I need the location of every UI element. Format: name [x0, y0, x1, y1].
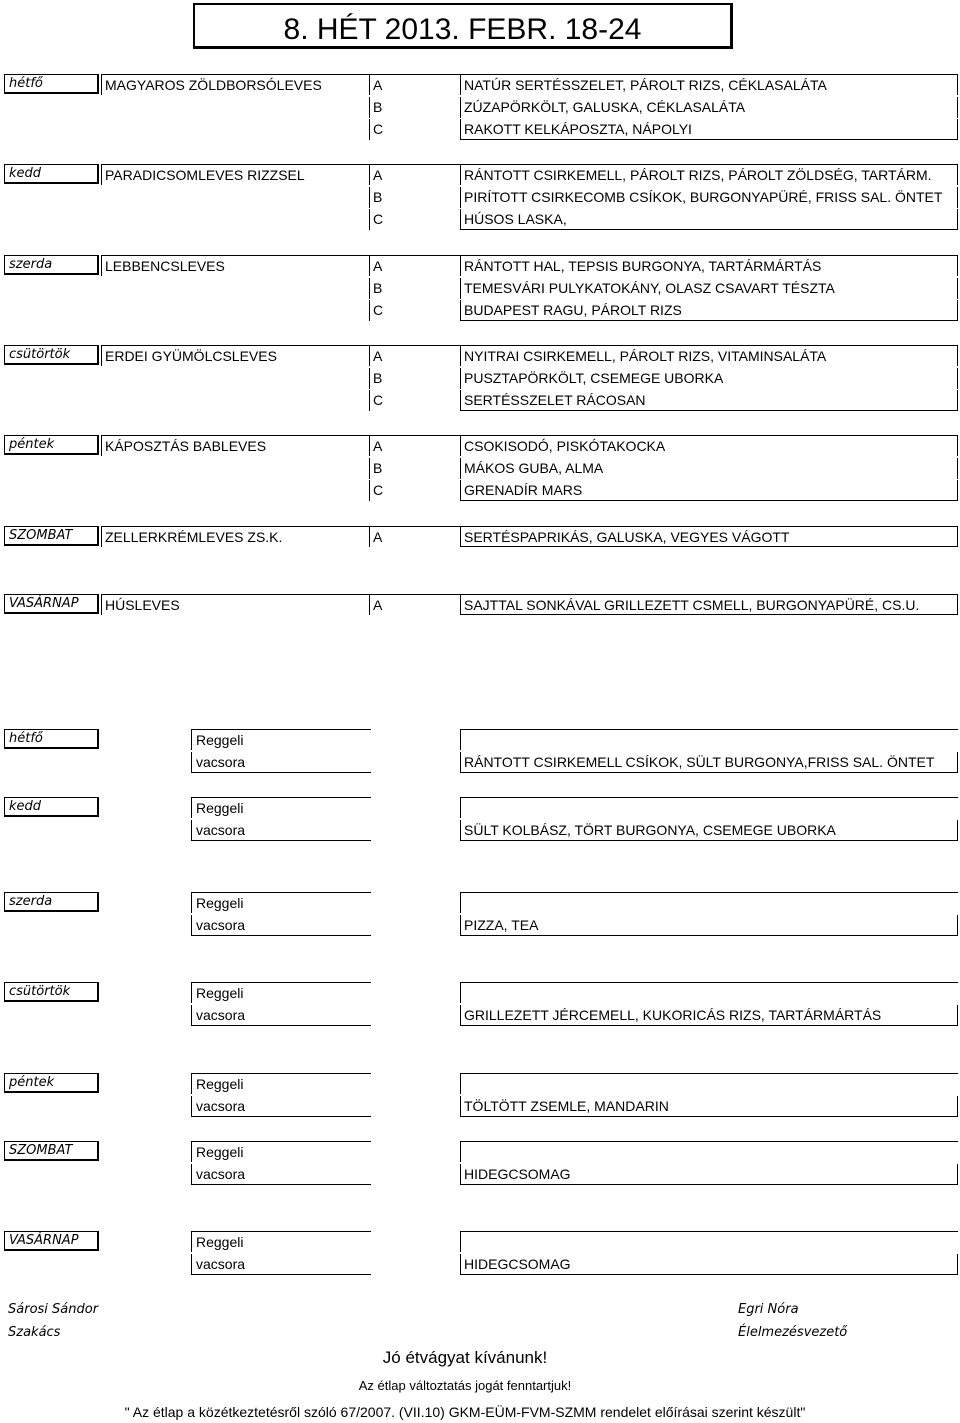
breakfast-value [460, 1141, 958, 1162]
breakfast-value [460, 1231, 958, 1252]
option-letter: C [369, 119, 460, 140]
signature-left-role: Szakács [8, 1325, 61, 1340]
day-label: kedd [4, 797, 99, 817]
greeting: Jó étvágyat kívánunk! [382, 1348, 548, 1367]
dinner-value: GRILLEZETT JÉRCEMELL, KUKORICÁS RIZS, TARTÁRMÁRTÁS [460, 1005, 958, 1026]
option-letter: B [369, 187, 460, 208]
option-letter: A [369, 255, 460, 276]
notice: Az étlap változtatás jogát fenntartjuk! [358, 1378, 572, 1393]
option-dish: SERTÉSSZELET RÁCOSAN [460, 390, 958, 411]
breakfast-value [460, 982, 958, 1003]
dinner-label: vacsora [191, 1096, 371, 1117]
dinner-value: HIDEGCSOMAG [460, 1164, 958, 1185]
breakfast-label: Reggeli [191, 797, 371, 818]
soup: HÚSLEVES [101, 594, 369, 615]
option-dish: NYITRAI CSIRKEMELL, PÁROLT RIZS, VITAMINSALÁTA [460, 345, 958, 366]
day-label: kedd [4, 164, 99, 184]
soup: ZELLERKRÉMLEVES ZS.K. [101, 526, 369, 547]
option-letter: A [369, 74, 460, 95]
day-label: hétfő [4, 729, 99, 749]
dinner-value: HIDEGCSOMAG [460, 1254, 958, 1275]
option-letter: C [369, 300, 460, 321]
option-letter: A [369, 345, 460, 366]
option-letter: B [369, 97, 460, 118]
breakfast-value [460, 797, 958, 818]
dinner-value: SÜLT KOLBÁSZ, TÖRT BURGONYA, CSEMEGE UBORKA [460, 820, 958, 841]
day-label: hétfő [4, 74, 99, 94]
signature-left-name: Sárosi Sándor [8, 1302, 99, 1317]
option-dish: SAJTTAL SONKÁVAL GRILLEZETT CSMELL, BURGONYAPÜRÉ, CS.U. [460, 594, 958, 615]
breakfast-label: Reggeli [191, 1231, 371, 1252]
option-letter: A [369, 594, 460, 615]
breakfast-label: Reggeli [191, 982, 371, 1003]
option-letter: B [369, 368, 460, 389]
soup: MAGYAROS ZÖLDBORSÓLEVES [101, 74, 369, 95]
option-letter: A [369, 526, 460, 547]
dinner-label: vacsora [191, 1005, 371, 1026]
option-letter: A [369, 164, 460, 185]
day-label: csütörtök [4, 345, 99, 365]
day-label: VASÁRNAP [4, 594, 99, 614]
day-label: szerda [4, 892, 99, 912]
soup: LEBBENCSLEVES [101, 255, 369, 276]
option-letter: B [369, 458, 460, 479]
option-dish: GRENADÍR MARS [460, 480, 958, 501]
option-dish: TEMESVÁRI PULYKATOKÁNY, OLASZ CSAVART TÉSZTA [460, 278, 958, 299]
option-dish: NATÚR SERTÉSSZELET, PÁROLT RIZS, CÉKLASALÁTA [460, 74, 958, 95]
dinner-value: TÖLTÖTT ZSEMLE, MANDARIN [460, 1096, 958, 1117]
breakfast-value [460, 729, 958, 750]
option-dish: PIRÍTOTT CSIRKECOMB CSÍKOK, BURGONYAPÜRÉ, FRISS SAL. ÖNTET [460, 187, 958, 208]
option-dish: MÁKOS GUBA, ALMA [460, 458, 958, 479]
option-dish: RÁNTOTT HAL, TEPSIS BURGONYA, TARTÁRMÁRTÁS [460, 255, 958, 276]
breakfast-label: Reggeli [191, 892, 371, 913]
signature-right-name: Egri Nóra [738, 1302, 799, 1317]
breakfast-label: Reggeli [191, 1141, 371, 1162]
option-dish: CSOKISODÓ, PISKÓTAKOCKA [460, 435, 958, 456]
soup: PARADICSOMLEVES RIZZSEL [101, 164, 369, 185]
page-title: 8. HÉT 2013. FEBR. 18-24 [193, 3, 733, 49]
option-dish: HÚSOS LASKA, [460, 209, 958, 230]
day-label: csütörtök [4, 982, 99, 1002]
breakfast-label: Reggeli [191, 1073, 371, 1094]
option-letter: B [369, 278, 460, 299]
day-label: péntek [4, 1073, 99, 1093]
dinner-value: PIZZA, TEA [460, 915, 958, 936]
option-dish: PUSZTAPÖRKÖLT, CSEMEGE UBORKA [460, 368, 958, 389]
dinner-label: vacsora [191, 1164, 371, 1185]
soup: KÁPOSZTÁS BABLEVES [101, 435, 369, 456]
day-label: péntek [4, 435, 99, 455]
option-dish: ZÚZAPÖRKÖLT, GALUSKA, CÉKLASALÁTA [460, 97, 958, 118]
breakfast-value [460, 1073, 958, 1094]
option-letter: C [369, 209, 460, 230]
option-letter: A [369, 435, 460, 456]
day-label: szerda [4, 255, 99, 275]
day-label: SZOMBAT [4, 1141, 99, 1161]
option-dish: BUDAPEST RAGU, PÁROLT RIZS [460, 300, 958, 321]
breakfast-label: Reggeli [191, 729, 371, 750]
option-dish: RÁNTOTT CSIRKEMELL, PÁROLT RIZS, PÁROLT ZÖLDSÉG, TARTÁRM. [460, 164, 958, 185]
dinner-label: vacsora [191, 915, 371, 936]
option-letter: C [369, 480, 460, 501]
legal-note: " Az étlap a közétkeztetésről szóló 67/2007. (VII.10) GKM-EÜM-FVM-SZMM rendelet előírásai szerint készült" [124, 1404, 806, 1420]
day-label: SZOMBAT [4, 526, 99, 546]
day-label: VASÁRNAP [4, 1231, 99, 1251]
option-dish: SERTÉSPAPRIKÁS, GALUSKA, VEGYES VÁGOTT [460, 526, 958, 547]
option-dish: RAKOTT KELKÁPOSZTA, NÁPOLYI [460, 119, 958, 140]
dinner-label: vacsora [191, 752, 371, 773]
dinner-label: vacsora [191, 820, 371, 841]
signature-right-role: Élelmezésvezető [738, 1325, 848, 1340]
dinner-value: RÁNTOTT CSIRKEMELL CSÍKOK, SÜLT BURGONYA,FRISS SAL. ÖNTET [460, 752, 958, 773]
breakfast-value [460, 892, 958, 913]
dinner-label: vacsora [191, 1254, 371, 1275]
option-letter: C [369, 390, 460, 411]
soup: ERDEI GYÜMÖLCSLEVES [101, 345, 369, 366]
